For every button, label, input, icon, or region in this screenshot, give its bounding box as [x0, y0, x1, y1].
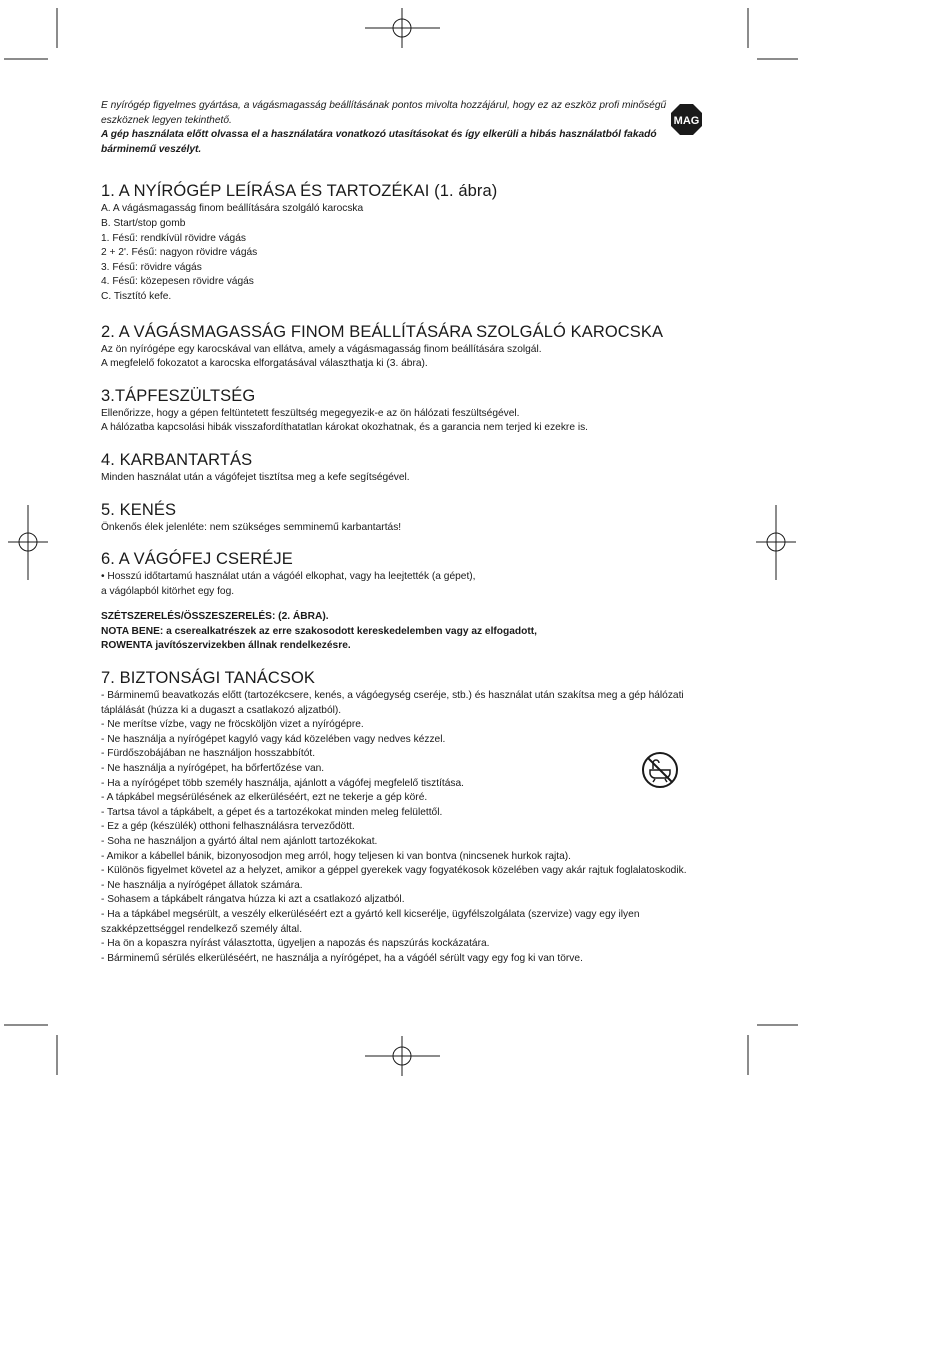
- list-item: 1. Fésű: rendkívül rövidre vágás: [101, 232, 246, 244]
- badge-label: MAG: [673, 115, 700, 127]
- intro-warning: A gép használata előtt olvassa el a használatára vonatkozó utasításokat és így elkerüli a hibás használatból fakadó bárminemű veszélyt.: [101, 129, 657, 155]
- section-title: 3.TÁPFESZÜLTSÉG: [101, 386, 256, 405]
- section-maintenance: [101, 451, 711, 486]
- safety-list: [101, 689, 711, 966]
- section-fine-adjustment: [101, 323, 711, 372]
- list-item: - Soha ne használjon a gyártó által nem ajánlott tartozékokat.: [101, 836, 378, 847]
- list-item: - Különös figyelmet követel az a helyzet, amikor a géppel gyerekek vagy fogyatékosok közelében vagy akár rajtuk foglalatoskodik.: [101, 865, 687, 877]
- section-description: [101, 182, 711, 304]
- list-item: - Ha ön a kopaszra nyírást választotta, ügyeljen a napozás és napszúrás kockázatára.: [101, 938, 490, 950]
- list-item: - Ne merítse vízbe, vagy ne fröcsköljön vizet a nyírógépre.: [101, 719, 364, 731]
- registration-mark-right: [756, 505, 796, 580]
- list-item: - Bárminemű sérülés elkerüléséért, ne használja a nyírógépet, ha a vágóél sérült vagy egy fog ki van törve.: [101, 952, 583, 964]
- assembly-heading: SZÉTSZERELÉS/ÖSSZESZERELÉS: (2. ÁBRA).: [101, 611, 329, 623]
- list-item: A. A vágásmagasság finom beállítására szolgáló karocska: [101, 203, 364, 215]
- paragraph: • Hosszú időtartamú használat után a vágóél elkophat, vagy ha leejtették (a gépet),: [101, 571, 476, 583]
- paragraph: Ellenőrizze, hogy a gépen feltüntetett feszültség megegyezik-e az ön hálózati feszültségével.: [101, 407, 520, 419]
- paragraph: A megfelelő fokozatot a karocska elforgatásával választhatja ki (3. ábra).: [101, 358, 428, 370]
- section-title: 7. BIZTONSÁGI TANÁCSOK: [101, 669, 316, 688]
- nota-bene-cont: ROWENTA javítószervizekben állnak rendelkezésre.: [101, 640, 351, 652]
- section-title: 1. A NYÍRÓGÉP LEÍRÁSA ÉS TARTOZÉKAI (1. ábra): [101, 182, 498, 201]
- intro-text: E nyírógép figyelmes gyártása, a vágásmagasság beállításának pontos mivolta hozzájárul, hogy ez az eszköz profi minőségű eszköznek legyen tekinthető.: [101, 100, 667, 126]
- list-item: - Ne használja a nyírógépet, ha bőrfertőzése van.: [101, 763, 325, 775]
- paragraph: Önkenős élek jelenléte: nem szükséges semminemű karbantartás!: [101, 521, 402, 533]
- list-item: 2 + 2'. Fésű: nagyon rövidre vágás: [101, 247, 258, 259]
- list-item: - Sohasem a tápkábelt rángatva húzza ki azt a csatlakozó aljzatból.: [101, 894, 405, 906]
- list-item: - Ne használja a nyírógépet állatok számára.: [101, 879, 303, 891]
- section-safety: [101, 669, 711, 966]
- nota-bene: NOTA BENE: a cserealkatrészek az erre szakosodott kereskedelemben vagy az elfogadott,: [101, 625, 537, 637]
- list-item: B. Start/stop gomb: [101, 217, 186, 229]
- list-item: 3. Fésű: rövidre vágás: [101, 261, 202, 273]
- list-item: - A tápkábel megsérülésének az elkerüléséért, ezt ne tekerje a gép köré.: [101, 792, 428, 804]
- list-item: - Amikor a kábellel bánik, bizonyosodjon meg arról, hogy teljesen ki van bontva (nincsenek hurkok rajta).: [101, 850, 572, 862]
- list-item: - Bárminemű beavatkozás előtt (tartozékcsere, kenés, a vágóegység cseréje, stb.) és használat után szakítsa meg a gép hálózati táplálását (húzza ki a dugaszt a csatlakozó aljzatból).: [101, 690, 684, 716]
- registration-mark-bottom: [365, 1036, 440, 1076]
- list-item: - Tartsa távol a tápkábelt, a gépet és a tartozékokat minden meleg felülettől.: [101, 806, 443, 818]
- section-title: 4. KARBANTARTÁS: [101, 450, 253, 469]
- section-lubrication: [101, 501, 711, 536]
- paragraph: a vágólapból kitörhet egy fog.: [101, 585, 235, 597]
- list-item: - Ha a nyírógépet több személy használja, ajánlott a vágófej megfelelő tisztítása.: [101, 777, 464, 789]
- section-title: 6. A VÁGÓFEJ CSERÉJE: [101, 550, 293, 569]
- list-item: - Fürdőszobájában ne használjon hosszabbítót.: [101, 748, 316, 760]
- section-voltage: [101, 387, 711, 436]
- paragraph: Minden használat után a vágófejet tisztítsa meg a kefe segítségével.: [101, 471, 410, 483]
- parts-list: [101, 202, 711, 304]
- assembly-note: [101, 610, 711, 654]
- registration-mark-top: [365, 8, 440, 48]
- registration-mark-left: [8, 505, 48, 580]
- section-title: 5. KENÉS: [101, 500, 177, 519]
- paragraph: Az ön nyírógépe egy karocskával van ellátva, amely a vágásmagasság finom beállítására szolgál.: [101, 343, 542, 355]
- paragraph: A hálózatba kapcsolási hibák visszafordíthatatlan károkat okozhatnak, és a garancia nem terjed ki ezekre is.: [101, 422, 589, 434]
- list-item: - Ez a gép (készülék) otthoni felhasználásra terveződött.: [101, 821, 355, 833]
- list-item: C. Tisztító kefe.: [101, 290, 172, 302]
- manual-page: [101, 99, 711, 966]
- list-item: - Ha a tápkábel megsérült, a veszély elkerüléséért ezt a gyártó kell kicserélje, ügyfélszolgálata (szervize) vagy egy ilyen szakképzettséggel rendelkező személy által.: [101, 908, 640, 935]
- section-blade-replacement: [101, 550, 711, 654]
- intro: [101, 99, 711, 157]
- list-item: - Ne használja a nyírógépet kagyló vagy kád közelében vagy nedves kézzel.: [101, 733, 446, 745]
- section-title: 2. A VÁGÁSMAGASSÁG FINOM BEÁLLÍTÁSÁRA SZOLGÁLÓ KAROCSKA: [101, 322, 664, 341]
- list-item: 4. Fésű: közepesen rövidre vágás: [101, 276, 254, 288]
